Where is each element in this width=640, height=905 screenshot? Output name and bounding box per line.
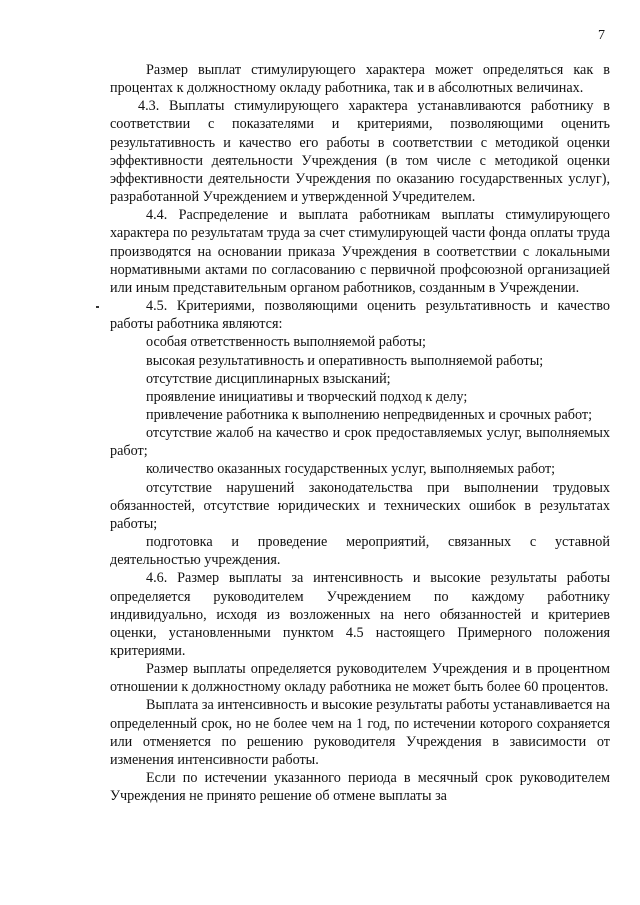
criterion-item: отсутствие жалоб на качество и срок предоставляемых услуг, выполняемых работ; bbox=[110, 425, 610, 460]
paragraph: Размер выплаты определяется руководителем Учреждения и в процентном отношении к должностному окладу работника не может быть более 60 процентов. bbox=[110, 661, 610, 696]
criterion-item: отсутствие дисциплинарных взысканий; bbox=[146, 370, 391, 387]
criterion-item: количество оказанных государственных услуг, выполняемых работ; bbox=[146, 461, 556, 478]
paragraph-4-3: 4.3. Выплаты стимулирующего характера устанавливаются работнику в соответствии с показателями и критериями, позволяющими оценить результативность и качество его работы в соответствии с методикой оценки эффективности деятельности Учреждения (в том числе с методикой оценки эффективности деятельности Учреждения по оказанию государственных услуг), разработанной Учреждением и утвержденной Учредителем. bbox=[110, 98, 610, 206]
paragraph: Выплата за интенсивность и высокие результаты работы устанавливается на определенный срок, но не более чем на 1 год, по истечении которого сохраняется или отменяется по решению руководителя Учреждения в зависимости от изменения интенсивности работы. bbox=[110, 697, 610, 768]
paragraph: Если по истечении указанного периода в месячный срок руководителем Учреждения не принято решение об отмене выплаты за bbox=[110, 770, 610, 805]
criterion-item: подготовка и проведение мероприятий, связанных с уставной деятельностью учреждения. bbox=[110, 534, 610, 569]
page-number: 7 bbox=[598, 28, 605, 43]
paragraph: Размер выплат стимулирующего характера может определяться как в процентах к должностному окладу работника, так и в абсолютных величинах. bbox=[110, 62, 610, 97]
paragraph-4-6: 4.6. Размер выплаты за интенсивность и высокие результаты работы определяется руководителем Учреждением по каждому работнику индивидуально, исходя из возложенных на него обязанностей и критериев оценки, установленными пунктом 4.5 настоящего Примерного положения критериями. bbox=[110, 570, 610, 659]
criterion-item: отсутствие нарушений законодательства при выполнении трудовых обязанностей, отсутствие юридических и технических ошибок в результатах работы; bbox=[110, 479, 610, 532]
criterion-item: привлечение работника к выполнению непредвиденных и срочных работ; bbox=[146, 406, 593, 423]
paragraph-4-5: 4.5. Критериями, позволяющими оценить результативность и качество работы работника являются: bbox=[110, 298, 610, 333]
criterion-item: особая ответственность выполняемой работы; bbox=[146, 334, 427, 351]
margin-mark bbox=[96, 306, 99, 308]
criterion-item: проявление инициативы и творческий подход к делу; bbox=[146, 388, 468, 405]
criterion-item: высокая результативность и оперативность выполняемой работы; bbox=[146, 352, 544, 369]
paragraph-4-4: 4.4. Распределение и выплата работникам выплаты стимулирующего характера по результатам труда за счет стимулирующей части фонда оплаты труда производятся на основании приказа Учреждения в соответствии с локальными нормативными актами по согласованию с первичной профсоюзной организацией или иным представительным органом работников, созданным в Учреждении. bbox=[110, 207, 610, 296]
document-body bbox=[110, 61, 610, 805]
